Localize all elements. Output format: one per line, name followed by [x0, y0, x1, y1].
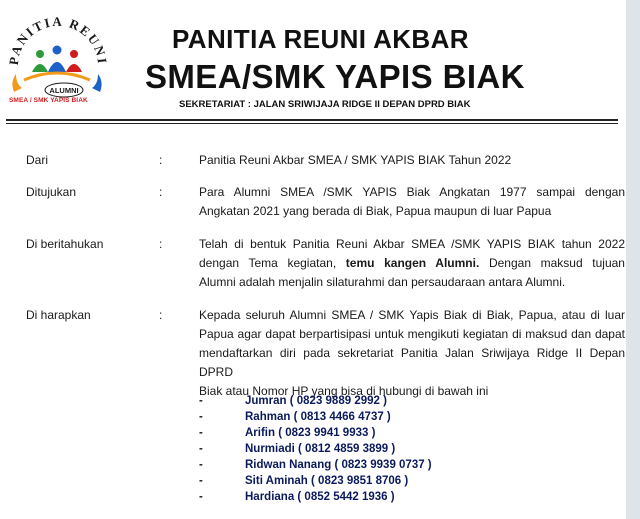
theme-highlight: temu kangen Alumni.: [345, 256, 480, 270]
contact-text: Hardiana ( 0852 5442 1936 ): [245, 491, 395, 503]
value-text: dengan Tema kegiatan,: [199, 256, 337, 270]
field-value-dari: [199, 151, 625, 170]
page-edge-strip: [626, 0, 640, 519]
logo-flame-left-icon: [12, 74, 22, 92]
field-value-ditujukan: [199, 183, 625, 221]
value-line: Para Alumni SMEA /SMK YAPIS Biak Angkatan 1977 sampai dengan: [199, 185, 625, 199]
header-rule-thick: [6, 119, 618, 121]
value-line: Papua agar dapat berpartisipasi untuk mengikuti kegiatan di maksud dan dapat: [199, 327, 625, 341]
list-bullet: -: [199, 411, 203, 423]
field-colon: :: [159, 185, 163, 199]
field-value-diharapkan: [199, 306, 625, 401]
header-rule-thin: [6, 123, 618, 124]
contact-text: Nurmiadi ( 0812 4859 3899 ): [245, 443, 396, 455]
logo-people-icon: [32, 46, 82, 73]
value-line: Kepada seluruh Alumni SMEA / SMK Yapis Biak di Biak, Papua, atau di luar: [199, 308, 625, 322]
logo-arc-text: PANITIA REUNI: [5, 13, 110, 66]
contact-text: Rahman ( 0813 4466 4737 ): [245, 411, 391, 423]
field-label-diberitahukan: Di beritahukan: [26, 237, 104, 251]
list-bullet: -: [199, 475, 203, 487]
svg-text:PANITIA REUNI: [6, 14, 110, 66]
secretariat-address: SEKRETARIAT : JALAN SRIWIJAJA RIDGE II DEPAN DPRD BIAK: [179, 99, 471, 110]
org-subtitle: SMEA/SMK YAPIS BIAK: [145, 58, 525, 95]
field-label-dari: Dari: [26, 153, 49, 167]
list-bullet: -: [199, 395, 203, 407]
logo-swoosh: [24, 73, 90, 80]
value-text: Dengan maksud tujuan: [488, 256, 625, 270]
contact-text: Ridwan Nanang ( 0823 9939 0737 ): [245, 459, 432, 471]
logo-caption: SMEA / SMK YAPIS BIAK: [9, 97, 88, 104]
list-bullet: -: [199, 491, 203, 503]
value-line: Panitia Reuni Akbar SMEA / SMK YAPIS BIAK Tahun 2022: [199, 153, 512, 167]
value-line: Alumni adalah menjalin silaturahmi dan persaudaraan antara Alumni.: [199, 275, 566, 289]
contact-text: Siti Aminah ( 0823 9851 8706 ): [245, 475, 409, 487]
field-label-ditujukan: Ditujukan: [26, 185, 77, 199]
list-bullet: -: [199, 427, 203, 439]
logo-flame-right-icon: [92, 74, 102, 92]
list-bullet: -: [199, 459, 203, 471]
field-label-diharapkan: Di harapkan: [26, 308, 91, 322]
field-colon: :: [159, 153, 163, 167]
contact-text: Arifin ( 0823 9941 9933 ): [245, 427, 376, 439]
field-value-diberitahukan: [199, 235, 625, 292]
logo-badge-text: ALUMNI: [49, 86, 79, 95]
value-line: [199, 254, 625, 273]
list-bullet: -: [199, 443, 203, 455]
org-title: PANITIA REUNI AKBAR: [172, 24, 469, 54]
value-line: Biak atau Nomor HP yang bisa di hubungi di bawah ini: [199, 384, 489, 398]
value-line: Angkatan 2021 yang berada di Biak, Papua maupun di luar Papua: [199, 204, 552, 218]
value-line: mendaftarkan diri pada sekretariat Panitia Jalan Sriwijaya Ridge II Depan DPRD: [199, 346, 625, 379]
contact-text: Jumran ( 0823 9889 2992 ): [245, 395, 387, 407]
field-colon: :: [159, 237, 163, 251]
field-colon: :: [159, 308, 163, 322]
value-line: Telah di bentuk Panitia Reuni Akbar SMEA /SMK YAPIS BIAK tahun 2022: [199, 237, 625, 251]
